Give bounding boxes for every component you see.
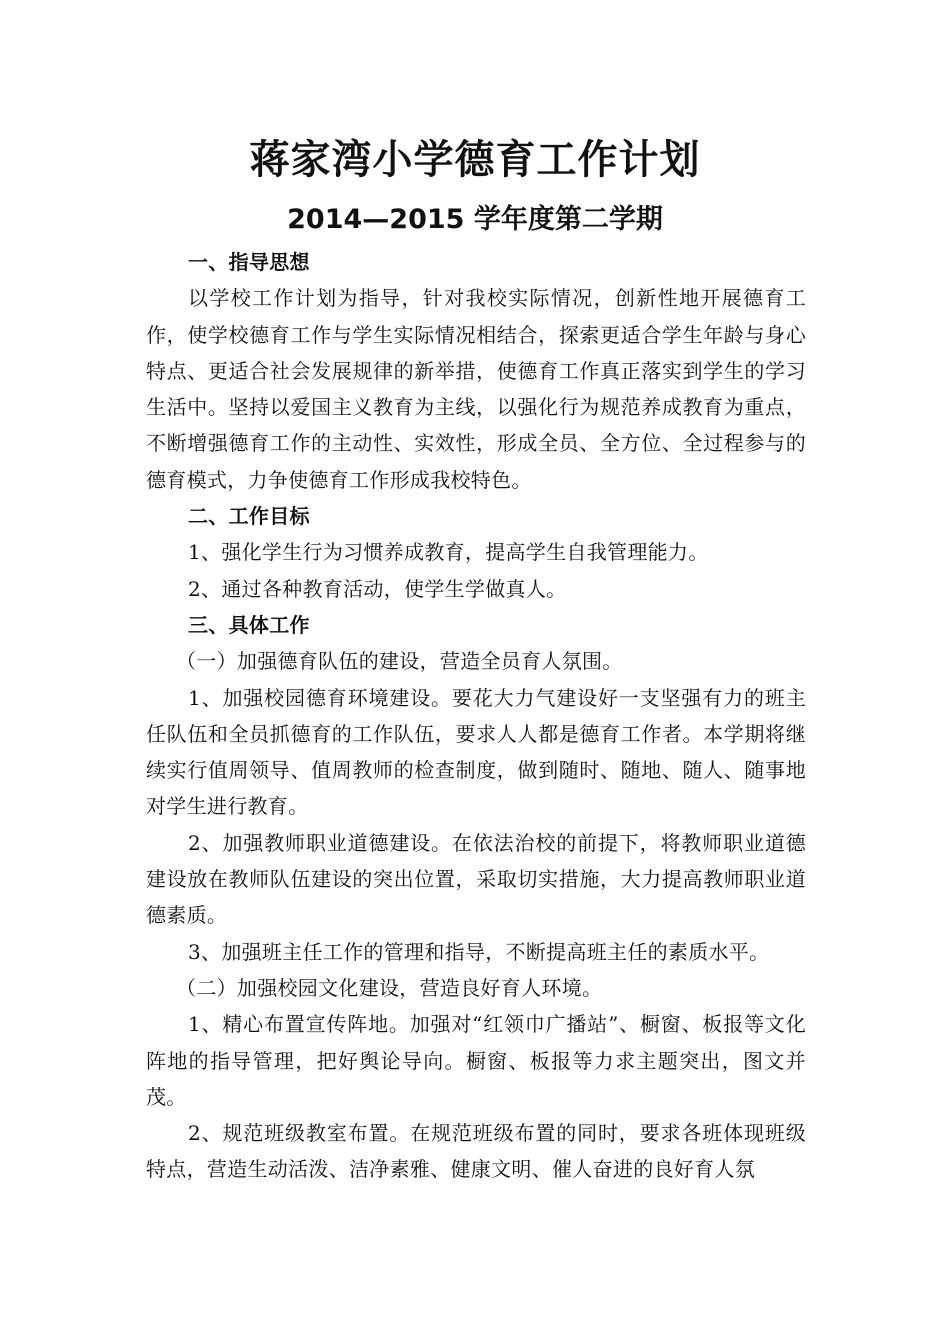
paragraph-guiding-ideology: 以学校工作计划为指导，针对我校实际情况，创新性地开展德育工作，使学校德育工作与学生实际情况相结合，探索更适合学生年龄与身心特点、更适合社会发展规律的新举措，使德育工作真正落实到学生的学习生活中。坚持以爱国主义教育为主线，以强化行为规范养成教育为重点，不断增强德育工作的主动性、实效性，形成全员、全方位、全过程参与的德育模式，力争使德育工作形成我校特色。 [146, 286, 806, 492]
goal-item-2: 2、通过各种教育活动，使学生学做真人。 [188, 576, 567, 601]
document-title: 蒋家湾小学德育工作计划 [249, 137, 701, 183]
section-heading-guiding-ideology: 一、指导思想 [188, 250, 310, 274]
goal-item-1: 1、强化学生行为习惯养成教育，提高学生自我管理能力。 [188, 540, 709, 565]
work-item-1-3: 3、加强班主任工作的管理和指导，不断提高班主任的素质水平。 [188, 939, 770, 964]
work-item-2-2: 2、规范班级教室布置。在规范班级布置的同时，要求各班体现班级特点，营造生动活泼、洁净素雅、健康文明、催人奋进的良好育人氛 [146, 1121, 806, 1182]
document-subtitle: 2014—2015 学年度第二学期 [287, 204, 663, 235]
document-body [146, 244, 806, 1188]
work-item-1-2: 2、加强教师职业道德建设。在依法治校的前提下，将教师职业道德建设放在教师队伍建设的突出位置，采取切实措施，大力提高教师职业道德素质。 [146, 830, 806, 928]
section-heading-specific-work: 三、具体工作 [188, 612, 310, 637]
subsection-heading-1: （一）加强德育队伍的建设，营造全员育人氛围。 [176, 649, 623, 674]
work-item-2-1: 1、精心布置宣传阵地。加强对“红领巾广播站”、橱窗、板报等文化阵地的指导管理，把好舆论导向。橱窗、板报等力求主题突出，图文并茂。 [146, 1012, 806, 1109]
work-item-1-1: 1、加强校园德育环境建设。要花大力气建设好一支坚强有力的班主任队伍和全员抓德育的工作队伍，要求人人都是德育工作者。本学期将继续实行值周领导、值周教师的检查制度，做到随时、随地、随人、随事地对学生进行教育。 [146, 685, 806, 819]
subsection-heading-2: （二）加强校园文化建设，营造良好育人环境。 [176, 975, 603, 1000]
section-heading-work-goals: 二、工作目标 [188, 504, 310, 529]
